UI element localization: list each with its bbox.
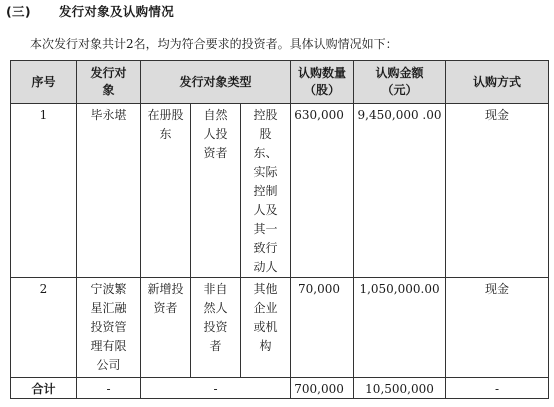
row-type-holder: 在册股东 (141, 104, 191, 278)
total-type: - (141, 378, 291, 399)
row-type-investor: 自然人投资者 (191, 104, 241, 278)
total-label: 合计 (11, 378, 77, 399)
total-method: - (446, 378, 549, 399)
total-shares: 700,000 (291, 378, 354, 399)
row-target: 宁波繁星汇融投资管理有限公司 (77, 278, 141, 378)
table-row (11, 278, 549, 378)
row-type-investor: 非自然人投资者 (191, 278, 241, 378)
intro-paragraph: 本次发行对象共计2名，均为符合要求的投资者。具体认购情况如下： (30, 37, 398, 51)
section-heading (6, 2, 174, 20)
table-row (11, 104, 549, 278)
header-amount: 认购金额（元） (354, 61, 446, 104)
row-method: 现金 (446, 278, 549, 378)
row-seq: 2 (11, 278, 77, 378)
section-number: (三) (6, 4, 31, 19)
total-amount: 10,500,000 (354, 378, 446, 399)
header-shares: 认购数量（股） (291, 61, 354, 104)
row-seq: 1 (11, 104, 77, 278)
header-type: 发行对象类型 (141, 61, 291, 104)
total-row (11, 378, 549, 399)
row-amount: 9,450,000 .00 (354, 104, 446, 278)
row-target: 毕永堪 (77, 104, 141, 278)
header-target: 发行对象 (77, 61, 141, 104)
row-shares: 70,000 (291, 278, 354, 378)
total-target: - (77, 378, 141, 399)
table-header-row (11, 61, 549, 104)
row-shares: 630,000 (291, 104, 354, 278)
header-seq: 序号 (11, 61, 77, 104)
header-method: 认购方式 (446, 61, 549, 104)
row-amount: 1,050,000.00 (354, 278, 446, 378)
row-type-relation: 控股股东、实际控制人及其一致行动人 (241, 104, 291, 278)
row-method: 现金 (446, 104, 549, 278)
section-title: 发行对象及认购情况 (58, 4, 175, 19)
row-type-relation: 其他企业或机构 (241, 278, 291, 378)
row-type-holder: 新增投资者 (141, 278, 191, 378)
subscription-table (10, 60, 549, 399)
